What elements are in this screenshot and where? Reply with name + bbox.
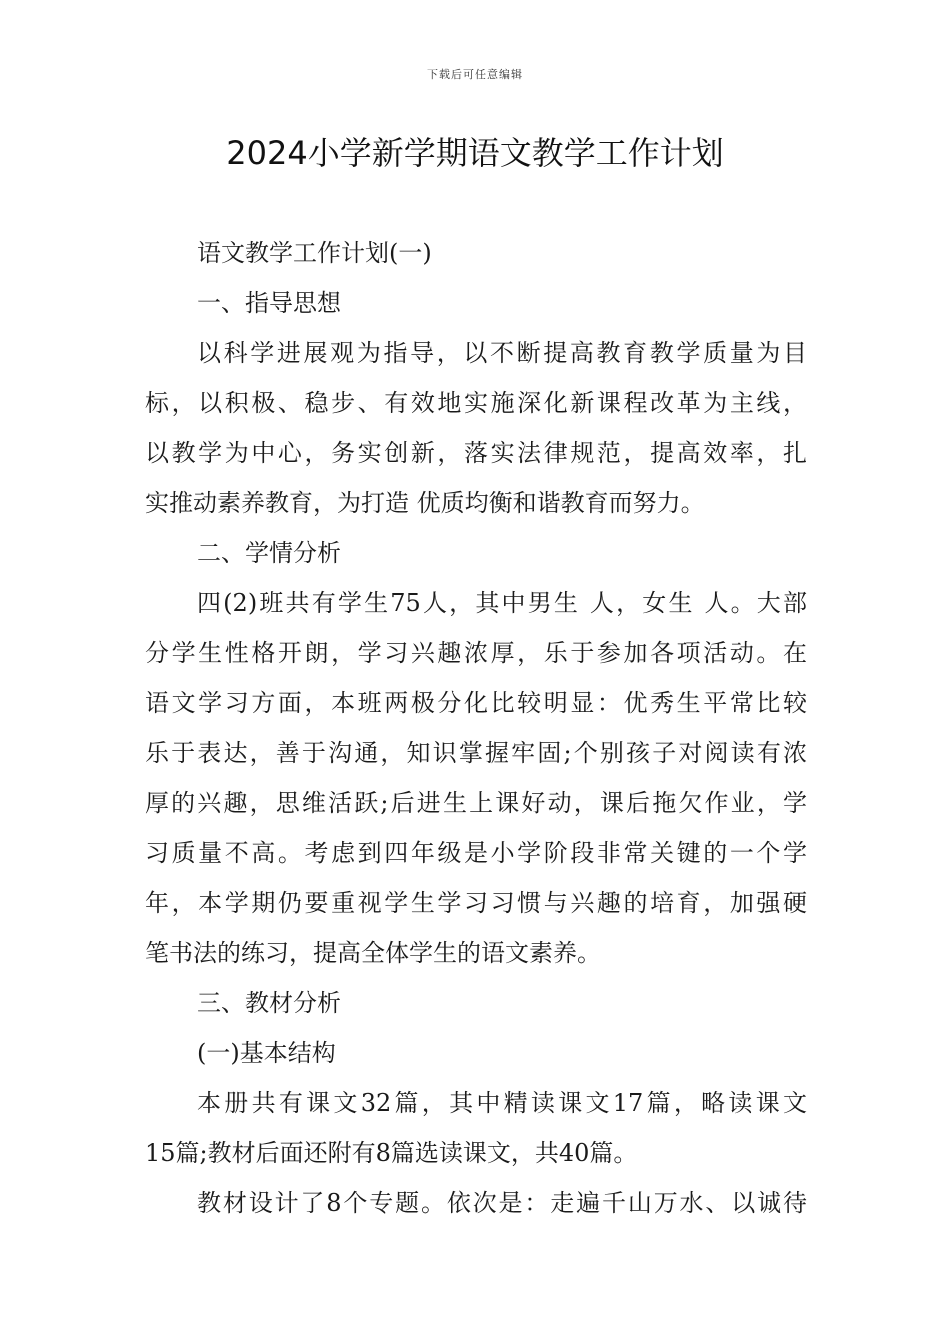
paragraph-line: 以科学进展观为指导，以不断提高教育教学质量为目 (197, 339, 807, 367)
paragraph-line: 分学生性格开朗，学习兴趣浓厚，乐于参加各项活动。在 (145, 639, 807, 667)
paragraph-line: 习质量不高。考虑到四年级是小学阶段非常关键的一个学 (145, 839, 807, 867)
paragraph-line: 年，本学期仍要重视学生学习习惯与兴趣的培育，加强硬 (145, 889, 807, 917)
paragraph-line: 语文学习方面，本班两极分化比较明显：优秀生平常比较 (145, 689, 807, 717)
paragraph-line: 实推动素养教育，为打造 优质均衡和谐教育而努力。 (145, 489, 705, 517)
paragraph-line: 四(2)班共有学生75人，其中男生 人，女生 人。大部 (197, 589, 807, 617)
subheading-basic-structure: (一)基本结构 (197, 1039, 336, 1067)
document-body (145, 228, 807, 1228)
paragraph-line: 笔书法的练习，提高全体学生的语文素养。 (145, 939, 601, 967)
section-subtitle: 语文教学工作计划(一) (197, 239, 432, 267)
paragraph-line: 本册共有课文32篇，其中精读课文17篇，略读课文 (197, 1089, 807, 1117)
heading-student-analysis: 二、学情分析 (197, 539, 341, 567)
paragraph-line: 标，以积极、稳步、有效地实施深化新课程改革为主线， (145, 389, 807, 417)
page-header-note: 下载后可任意编辑 (427, 68, 523, 81)
paragraph-line: 15篇;教材后面还附有8篇选读课文，共40篇。 (145, 1139, 638, 1167)
paragraph-line: 以教学为中心，务实创新，落实法律规范，提高效率，扎 (145, 439, 807, 467)
heading-guiding-ideology: 一、指导思想 (197, 289, 341, 317)
paragraph-line: 厚的兴趣，思维活跃;后进生上课好动，课后拖欠作业，学 (145, 789, 807, 817)
document-title: 2024小学新学期语文教学工作计划 (226, 134, 724, 172)
paragraph-line: 教材设计了8个专题。依次是：走遍千山万水、以诚待 (197, 1189, 807, 1217)
heading-textbook-analysis: 三、教材分析 (197, 989, 341, 1017)
paragraph-line: 乐于表达，善于沟通，知识掌握牢固;个别孩子对阅读有浓 (145, 739, 807, 767)
